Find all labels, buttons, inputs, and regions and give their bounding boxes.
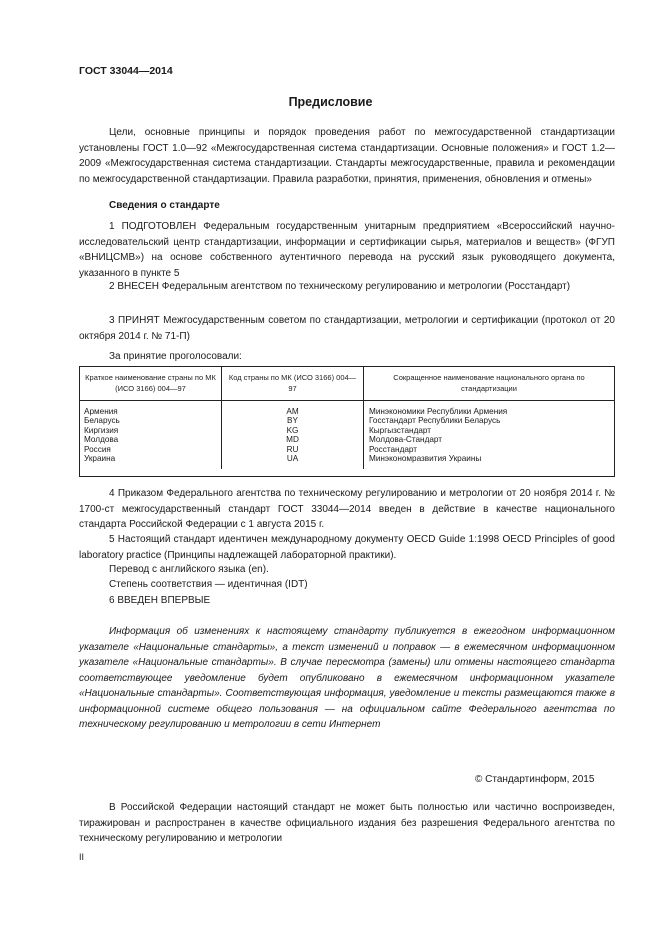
document-header: ГОСТ 33044—2014 xyxy=(79,65,173,77)
table-header-code: Код страны по МК (ИСО 3166) 004—97 xyxy=(222,366,364,401)
table-header-row xyxy=(79,366,614,401)
countries-table xyxy=(79,366,614,469)
item-1-paragraph: 1 ПОДГОТОВЛЕН Федеральным государственным унитарным предприятием «Всероссийский научно-исследовательский центр стандартизации, информации и сертификации сырья, материалов и веществ» (ФГУП «ВНИЦСМВ») на основе собственного аутентичного перевода на русский язык руководящего документа, указанного в пункте 5 xyxy=(79,221,615,279)
item-5-language: Перевод с английского языка (en). xyxy=(109,564,269,575)
table-cell-codes: AM BY KG MD RU UA xyxy=(222,401,364,470)
table-header-country: Краткое наименование страны по МК (ИСО 3166) 004—97 xyxy=(79,366,222,401)
item-5-paragraph: 5 Настоящий стандарт идентичен международному документу OECD Guide 1:1998 OECD Principles of good laboratory practice (Принципы надлежащей лабораторной практики). xyxy=(79,534,615,561)
item-2-paragraph: 2 ВНЕСЕН Федеральным агентством по техническому регулированию и метрологии (Росстандарт) xyxy=(109,281,571,292)
section-subheading: Сведения о стандарте xyxy=(109,200,220,211)
item-4-paragraph: 4 Приказом Федерального агентства по техническому регулированию и метрологии от 20 ноября 2014 г. № 1700-ст межгосударственный стандарт ГОСТ 33044—2014 введен в действие в качестве национального стандарта Российской Федерации с 1 августа 2015 г. xyxy=(79,488,615,530)
table-cell-countries: Армения Беларусь Киргизия Молдова Россия Украина xyxy=(84,407,120,464)
table-cell-bodies: Минэкономики Республики Армения Госстандарт Республики Беларусь Кыргызстандарт Молдова-Стандарт Росстандарт Минэкономразвития Украины xyxy=(364,401,615,470)
page-number: II xyxy=(79,852,85,862)
changes-info-paragraph: Информация об изменениях к настоящему стандарту публикуется в ежегодном информационном указателе «Национальные стандарты», а текст изменений и поправок — в ежемесячном информационном указателе «Национальные стандарты». В случае пересмотра (замены) или отмены настоящего стандарта соответствующее уведомление будет опубликовано в ежемесячном информационном указателе «Национальные стандарты». Соответствующая информация, уведомление и тексты размещаются также в информационной системе общего пользования — на официальном сайте Федерального агентства по техническому регулированию и метрологии в сети Интернет xyxy=(79,626,615,730)
item-6-paragraph: 6 ВВЕДЕН ВПЕРВЫЕ xyxy=(109,595,211,606)
item-5-degree: Степень соответствия — идентичная (IDT) xyxy=(109,579,308,590)
reproduction-notice: В Российской Федерации настоящий стандарт не может быть полностью или частично воспроизведен, тиражирован и распространен в качестве официального издания без разрешения Федерального агентства по техническому регулированию и метрологии xyxy=(79,802,615,844)
copyright-notice: © Стандартинформ, 2015 xyxy=(475,774,595,785)
table-header-body: Сокращенное наименование национального органа по стандартизации xyxy=(364,366,615,401)
table-row xyxy=(79,401,614,470)
item-3-paragraph: 3 ПРИНЯТ Межгосударственным советом по стандартизации, метрологии и сертификации (протокол от 20 октября 2014 г. № 71-П) xyxy=(79,315,615,342)
page-title: Предисловие xyxy=(288,95,373,109)
vote-label: За принятие проголосовали: xyxy=(109,351,242,362)
intro-paragraph: Цели, основные принципы и порядок проведения работ по межгосударственной стандартизации установлены ГОСТ 1.0—92 «Межгосударственная система стандартизации. Основные положения» и ГОСТ 1.2—2009 «Межгосударственная система стандартизации. Стандарты межгосударственные, правила и рекомендации по межгосударственной стандартизации. Правила разработки, принятия, применения, обновления и отмены» xyxy=(79,127,615,185)
